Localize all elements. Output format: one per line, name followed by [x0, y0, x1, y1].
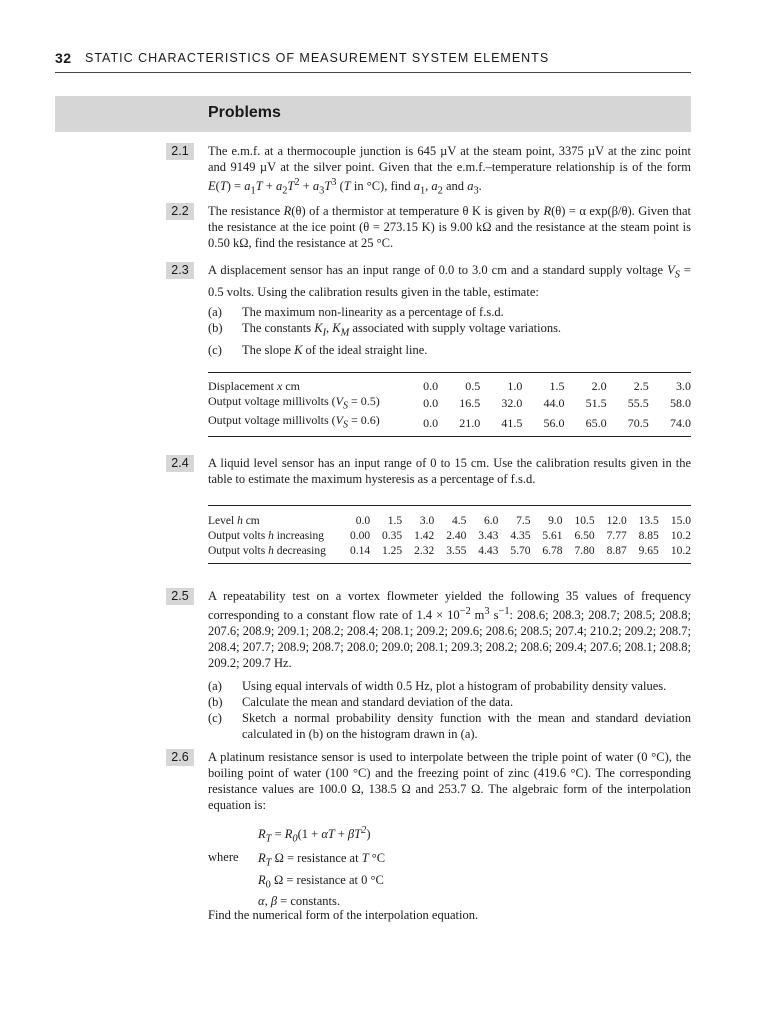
interpolation-equation: $R_T = R_0(1 + \alpha T + \beta T^2)$: [258, 825, 371, 845]
problems-section-band: [55, 96, 691, 132]
table-row: Output volts h decreasing 0.14 1.25 2.32 3.55 4.43 5.70 6.78 7.80 8.87 9.65 10.2: [208, 545, 691, 557]
problem-2-6-conclusion: Find the numerical form of the interpolation equation.: [208, 908, 479, 922]
problem-2-3-list: [208, 304, 691, 358]
problem-2-1-text: The e.m.f. at a thermocouple junction is 645 µV at the steam point, 3375 µV at the zinc point and 9149 µV at the silver point. Given that the e.m.f.–temperature relationship is of the form $E(T) = a_1T + a_2T^2 + a_3T^3$ (T in °C), find $a_1$, $a_2$ and $a_3$.: [208, 144, 691, 197]
list-item: (b) Calculate the mean and standard deviation of the data.: [208, 695, 514, 709]
list-item: (c) Sketch a normal probability density function with the mean and standard deviation calculated in (b) on the histogram drawn in (a).: [208, 711, 691, 741]
table-row: Displacement x cm 0.0 0.5 1.0 1.5 2.0 2.5 3.0: [208, 379, 691, 393]
list-item: (c) The slope K of the ideal straight line.: [208, 342, 428, 357]
calibration-table-level: [208, 505, 691, 564]
section-title: Problems: [208, 104, 281, 121]
list-item: (a) The maximum non-linearity as a percentage of f.s.d.: [208, 305, 504, 319]
problem-number-2-3: 2.3: [166, 262, 194, 279]
equation-definitions: $R_T$ Ω = resistance at T °C $R_0$ Ω = resistance at 0 °C α, β = constants.: [258, 851, 386, 908]
running-header: [55, 50, 691, 73]
problem-2-5-list: [208, 678, 691, 742]
problem-2-5-text: A repeatability test on a vortex flowmeter yielded the following 35 values of frequency corresponding to a constant flow rate of $1.4 \times 10^{-2}$ $m^3$ $s^{-1}$: 208.6; 208.3; 208.7; 208.5; 208.8; 207.6; 208.9; 209.1; 208.2; 208.4; 208.1; 209.2; 209.6; 208.6; 208.5; 207.4; 210.2; 209.2; 208.7; 208.4; 207.7; 208.9; 208.7; 208.0; 209.0; 208.1; 209.3; 208.2; 208.6; 209.4; 207.6; 208.1; 208.8; 209.2; 209.7 Hz.: [208, 589, 691, 671]
page-number: 32: [55, 50, 72, 66]
table-row: Output voltage millivolts $(V_S = 0.5)$ 0.0 16.5 32.0 44.0 51.5 55.5 58.0: [208, 394, 691, 412]
problem-number-2-5: 2.5: [166, 588, 194, 605]
table-row: Level h cm 0.0 1.5 3.0 4.5 6.0 7.5 9.0 10.5 12.0 13.5 15.0: [208, 515, 691, 527]
problem-2-2-text: The resistance R(θ) of a thermistor at temperature θ K is given by R(θ) = α exp(β/θ). Given that the resistance at the ice point (θ = 273.15 K) is 9.00 kΩ and the resistance at the steam point is 0.50 kΩ, find the resistance at 25 °C.: [208, 204, 691, 250]
list-item: (a) Using equal intervals of width 0.5 Hz, plot a histogram of probability density values.: [208, 679, 667, 693]
problem-2-3-text: A displacement sensor has an input range of 0.0 to 3.0 cm and a standard supply voltage $V_S = 0.5$ volts. Using the calibration results given in the table, estimate:: [208, 263, 691, 299]
where-label: where: [208, 850, 239, 864]
calibration-table-displacement: [208, 372, 691, 437]
table-row: Output volts h increasing 0.00 0.35 1.42 2.40 3.43 4.35 5.61 6.50 7.77 8.85 10.2: [208, 530, 691, 542]
problem-number-2-2: 2.2: [166, 203, 194, 220]
problem-2-6-text: A platinum resistance sensor is used to interpolate between the triple point of water (0 °C), the boiling point of water (100 °C) and the freezing point of zinc (419.6 °C). The corresponding resistance values are 100.0 Ω, 138.5 Ω and 253.7 Ω. The algebraic form of the interpolation equation is:: [208, 750, 691, 812]
problem-number-2-1: 2.1: [166, 143, 194, 160]
problem-number-2-6: 2.6: [166, 749, 194, 766]
list-item: (b) The constants $K_I$, $K_M$ associated with supply voltage variations.: [208, 321, 562, 339]
table-row: Output voltage millivolts $(V_S = 0.6)$ 0.0 21.0 41.5 56.0 65.0 70.5 74.0: [208, 413, 691, 431]
running-head-title: STATIC CHARACTERISTICS OF MEASUREMENT SYSTEM ELEMENTS: [85, 51, 550, 65]
problem-2-4-text: A liquid level sensor has an input range of 0 to 15 cm. Use the calibration results given in the table to estimate the maximum hysteresis as a percentage of f.s.d.: [208, 456, 691, 486]
problem-number-2-4: 2.4: [166, 455, 194, 472]
